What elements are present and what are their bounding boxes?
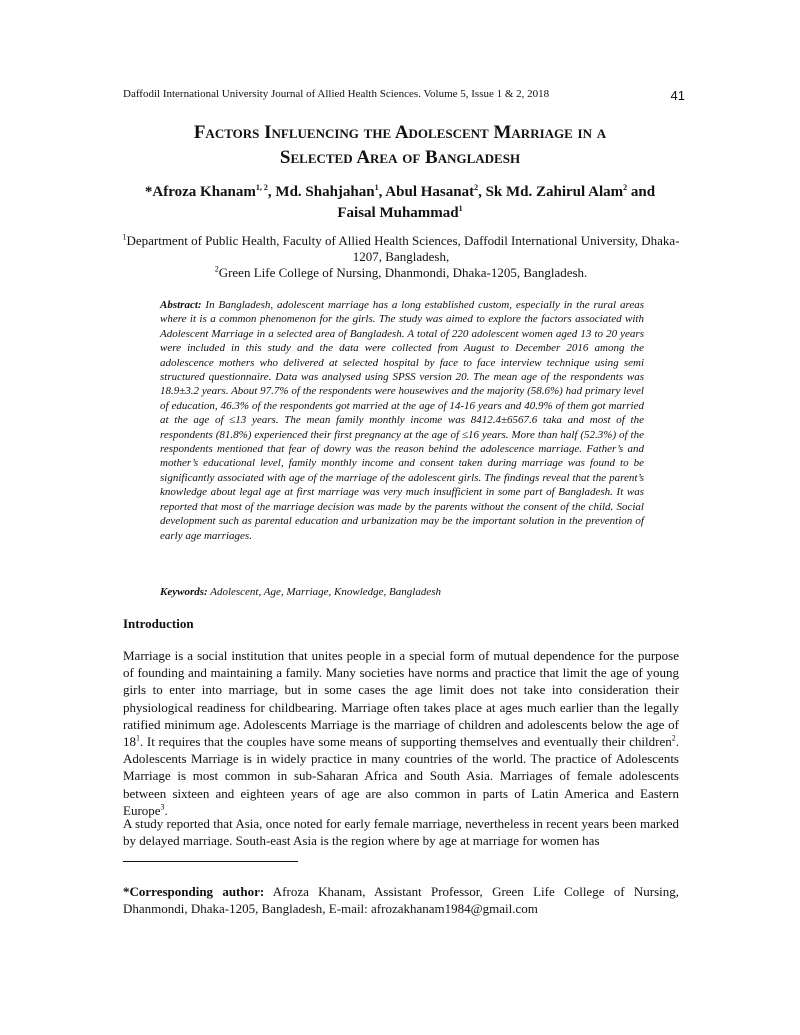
author-list: [140, 182, 660, 224]
citation-marker: 1: [136, 733, 140, 743]
page-number: 41: [670, 88, 685, 103]
author-affiliation-marker: 1, 2: [255, 183, 268, 192]
author-name: , Md. Shahjahan: [267, 184, 375, 200]
author-name: *Afroza Khanam: [144, 184, 256, 200]
author-affiliation-marker: 2: [474, 183, 479, 192]
title-line-2: Selected Area of Bangladesh: [279, 147, 521, 168]
citation-marker: 3: [160, 802, 165, 812]
journal-header: Daffodil International University Journal of Allied Health Sciences. Volume 5, Issue 1 & 2, 2018: [123, 88, 550, 100]
footnote-text: Afroza Khanam, Assistant Professor, Green Life College of Nursing, Dhanmondi, Dhaka-1205, Bangladesh, E-mail: afrozakhanam1984@gmail.com: [123, 884, 679, 916]
author-name: , Abul Hasanat: [378, 184, 475, 200]
author-affiliation-marker: 2: [623, 183, 628, 192]
paper-title: [110, 120, 690, 170]
section-heading-introduction: Introduction: [123, 616, 194, 631]
abstract: [160, 298, 644, 543]
affiliation-marker: 1: [122, 232, 127, 242]
keywords: [160, 585, 644, 599]
footnote-label: *Corresponding author:: [123, 884, 265, 899]
keywords-text: Adolescent, Age, Marriage, Knowledge, Bangladesh: [207, 586, 441, 598]
paragraph-text: Marriage is a social institution that unites people in a special form of mutual dependence for the purpose of founding and maintaining a family. Many societies have norms and practice that limit the age of young girls to enter into marriage, but in some cases the age limit does not take into consideration their physiological readiness for childbearing. Marriage often takes place at ages much earlier than the legally ratified minimum age. Adolescents Marriage is the marriage of children and adolescents below the age of 18: [123, 648, 679, 750]
body-paragraph-1: [123, 647, 679, 819]
body-paragraph-2: A study reported that Asia, once noted for early female marriage, nevertheless in recent years been marked by delayed marriage. South-east Asia is the region where by age at marriage for women has: [123, 816, 679, 849]
keywords-label: Keywords:: [160, 586, 208, 598]
affiliation-marker: 2: [214, 264, 219, 274]
author-name: and Faisal Muhammad: [337, 184, 656, 221]
affiliation-text: Department of Public Health, Faculty of Allied Health Sciences, Daffodil International University, Dhaka-1207, Bangladesh,: [126, 233, 680, 264]
footnote-divider: [123, 861, 298, 862]
paragraph-text: . It requires that the couples have some means of supporting themselves and eventually their children: [140, 734, 672, 750]
abstract-label: Abstract:: [160, 299, 202, 311]
affiliations: [118, 233, 684, 281]
abstract-text: In Bangladesh, adolescent marriage has a long established custom, especially in the rural areas where it is a common phenomenon for the girls. The study was aimed to explore the factors associated with Adolescent Marriage in a selected area of Bangladesh. A total of 220 adolescent women aged 13 to 20 years were included in this study and the data were collected from August to December 2016 among the adolescence mothers who delivered at selected hospital by face to face interview technique using semi structured questionnaire. Data was analysed using SPSS version 20. The mean age of the respondents was 18.9±3.2 years. About 97.7% of the respondents were housewives and the majority (58.6%) had primary level of education, 46.3% of the respondents got married at the age of 14-16 years and 40.9% of them got married at the age of ≤13 years. The mean family monthly income was 8412.4±6567.6 taka and most of the respondents (81.8%) experienced their first pregnancy at the age of ≤16 years. More than half (52.3%) of the respondents mentioned that fear of dowry was the reason behind the adolescence marriage. Father’s and mother’s educational level, family monthly income and consent taken during marriage was found to be significantly associated with age of the marriage of the adolescent girls. The findings reveal that the parent’s knowledge about legal age at first marriage was very much insufficient in some part of Bangladesh. It was reported that most of the marriage decision was made by the parents without the consent of the child. Social development such as parental education and urbanization may be the important solution in the prevention of early age marriages.: [160, 299, 644, 542]
author-name: , Sk Md. Zahirul Alam: [478, 184, 624, 200]
author-affiliation-marker: 1: [374, 183, 379, 192]
citation-marker: 2: [671, 733, 676, 743]
affiliation-2: [118, 265, 684, 281]
affiliation-text: Green Life College of Nursing, Dhanmondi, Dhaka-1205, Bangladesh.: [218, 265, 588, 280]
paragraph-text: . Adolescents Marriage is in widely practice in many countries of the world. The practice of Adolescents Marriage is most common in sub-Saharan Africa and South Asia. Marriages of female adolescents between sixteen and eighteen years of age are also common in parts of Latin America and Eastern Europe: [123, 734, 679, 818]
corresponding-author-footnote: [123, 883, 679, 917]
affiliation-1: [118, 233, 684, 265]
author-affiliation-marker: 1: [458, 204, 463, 213]
paragraph-text: .: [164, 802, 168, 818]
title-line-1: Factors Influencing the Adolescent Marriage in a: [193, 122, 607, 143]
